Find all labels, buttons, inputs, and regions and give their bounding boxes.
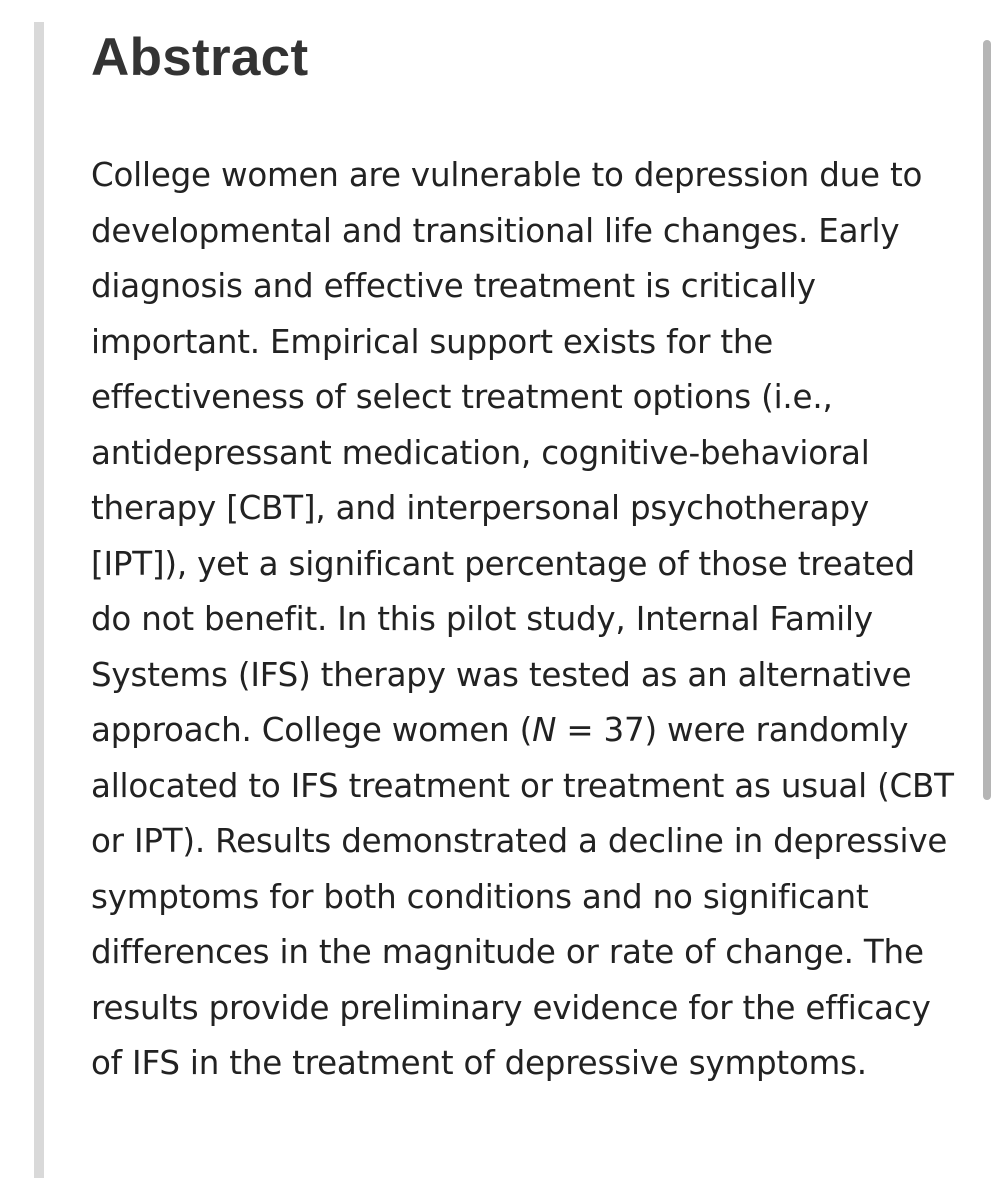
abstract-section: [91, 22, 961, 1092]
sample-size-variable: N: [532, 711, 557, 749]
abstract-text-part-2: = 37) were randomly allocated to IFS treatment or treatment as usual (CBT or IPT). Results demonstrated a decline in depressive symptoms for both conditions and no significant differences in the magnitude or rate of change. The results provide preliminary evidence for the efficacy of IFS in the treatment of depressive symptoms.: [91, 711, 954, 1082]
vertical-scrollbar[interactable]: [983, 40, 997, 800]
abstract-text-part-1: College women are vulnerable to depression due to developmental and transitional life changes. Early diagnosis and effective treatment is critically important. Empirical support exists for the effectiveness of select treatment options (i.e., antidepressant medication, cognitive-behavioral therapy [CBT], and interpersonal psychotherapy [IPT]), yet a significant percentage of those treated do not benefit. In this pilot study, Internal Family Systems (IFS) therapy was tested as an alternative approach. College women (: [91, 156, 923, 749]
scrollbar-thumb[interactable]: [983, 40, 991, 800]
abstract-heading: Abstract: [91, 28, 309, 87]
blockquote-left-border: [34, 22, 44, 1178]
abstract-text: [91, 148, 961, 1092]
